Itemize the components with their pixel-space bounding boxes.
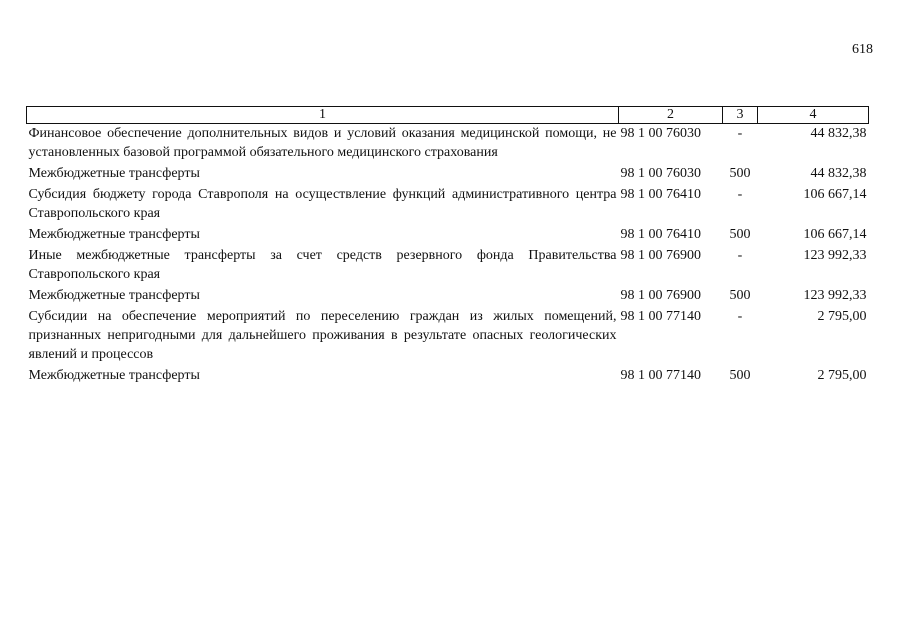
table-row	[27, 124, 869, 165]
amount: 106 667,14	[803, 187, 867, 202]
table-row	[27, 185, 869, 225]
expense-name: Иные межбюджетные трансферты за счет средств резервного фонда Правительства Ставропольского края	[28, 248, 617, 282]
expense-type: -	[737, 309, 743, 324]
target-code: 98 1 00 77140	[620, 368, 701, 383]
expense-name: Межбюджетные трансферты	[28, 166, 200, 181]
table-row	[27, 286, 869, 307]
target-code: 98 1 00 76030	[620, 166, 701, 181]
expense-name: Межбюджетные трансферты	[28, 288, 200, 303]
amount: 44 832,38	[810, 166, 867, 181]
target-code: 98 1 00 76410	[620, 187, 701, 202]
expense-type: 500	[729, 166, 751, 181]
target-code: 98 1 00 76900	[620, 288, 701, 303]
amount: 106 667,14	[803, 227, 867, 242]
expense-type: 500	[729, 368, 751, 383]
expense-name: Финансовое обеспечение дополнительных видов и условий оказания медицинской помощи, не установленных базовой программой обязательного медицинского страхования	[28, 126, 617, 160]
expense-type: -	[737, 126, 743, 141]
column-header-2: 2	[619, 107, 723, 124]
expense-type: -	[737, 248, 743, 263]
table-row	[27, 246, 869, 286]
expense-name: Субсидии на обеспечение мероприятий по переселению граждан из жилых помещений, признанных непригодными для дальнейшего проживания в результате опасных геологических явлений и процессов	[28, 309, 617, 362]
amount: 44 832,38	[810, 126, 867, 141]
column-header-4: 4	[758, 107, 869, 124]
table-row	[27, 366, 869, 387]
table-row	[27, 164, 869, 185]
table-header	[27, 107, 869, 124]
target-code: 98 1 00 76030	[620, 126, 701, 141]
target-code: 98 1 00 76410	[620, 227, 701, 242]
amount: 2 795,00	[817, 368, 867, 383]
expense-name: Межбюджетные трансферты	[28, 368, 200, 383]
table-row	[27, 225, 869, 246]
expense-type: 500	[729, 288, 751, 303]
expense-name: Субсидия бюджету города Ставрополя на осуществление функций административного центра Ставропольского края	[28, 187, 617, 221]
amount: 123 992,33	[803, 288, 867, 303]
amount: 123 992,33	[803, 248, 867, 263]
table-body	[27, 124, 869, 388]
budget-table	[26, 106, 869, 387]
expense-type: 500	[729, 227, 751, 242]
column-header-1: 1	[27, 107, 619, 124]
target-code: 98 1 00 76900	[620, 248, 701, 263]
amount: 2 795,00	[817, 309, 867, 324]
page-number: 618	[852, 42, 873, 57]
expense-name: Межбюджетные трансферты	[28, 227, 200, 242]
target-code: 98 1 00 77140	[620, 309, 701, 324]
column-header-3: 3	[723, 107, 758, 124]
expense-type: -	[737, 187, 743, 202]
table-row	[27, 307, 869, 366]
header-row	[27, 107, 869, 124]
